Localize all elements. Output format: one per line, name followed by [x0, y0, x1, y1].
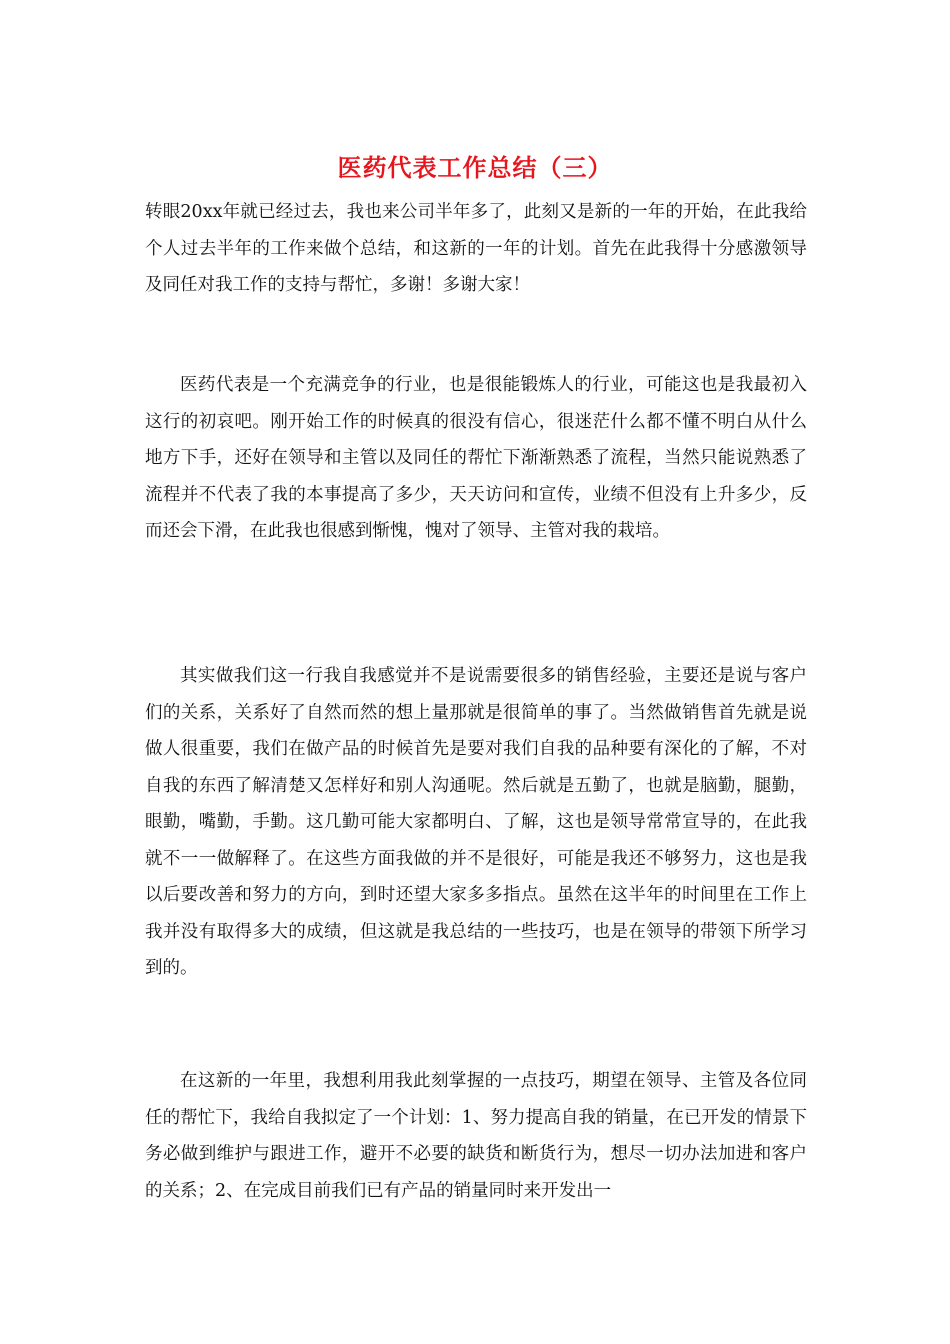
paragraph-experience: 其实做我们这一行我自我感觉并不是说需要很多的销售经验，主要还是说与客户们的关系，关系好了自然而然的想上量那就是很简单的事了。当然做销售首先就是说做人很重要，我们在做产品的时候首先是要对我们自我的品种要有深化的了解，不对自我的东西了解清楚又怎样好和别人沟通呢。然后就是五勤了，也就是脑勤，腿勤，眼勤，嘴勤，手勤。这几勤可能大家都明白、了解，这也是领导常常宣导的，在此我就不一一做解释了。在这些方面我做的并不是很好，可能是我还不够努力，这也是我以后要改善和努力的方向，到时还望大家多多指点。虽然在这半年的时间里在工作上我并没有取得多大的成绩，但这就是我总结的一些技巧，也是在领导的带领下所学习到的。 [145, 666, 807, 978]
paragraph-plan: 在这新的一年里，我想利用我此刻掌握的一点技巧，期望在领导、主管及各位同任的帮忙下，我给自我拟定了一个计划：1、努力提高自我的销量，在已开发的情景下务必做到维护与跟进工作，避开不必要的缺货和断货行为，想尽一切办法加进和客户的关系；2、在完成目前我们已有产品的销量同时来开发出一 [145, 1071, 807, 1201]
document-title: 医药代表工作总结（三） [337, 153, 613, 182]
paragraph-intro: 转眼20xx年就已经过去，我也来公司半年多了，此刻又是新的一年的开始，在此我给个人过去半年的工作来做个总结，和这新的一年的计划。首先在此我得十分感激领导及同任对我工作的支持与帮忙，多谢！多谢大家！ [145, 202, 807, 295]
paragraph-industry: 医药代表是一个充满竞争的行业，也是很能锻炼人的行业，可能这也是我最初入这行的初哀吧。刚开始工作的时候真的很没有信心，很迷茫什么都不懂不明白从什么地方下手，还好在领导和主管以及同任的帮忙下渐渐熟悉了流程，当然只能说熟悉了流程并不代表了我的本事提高了多少，天天访问和宣传，业绩不但没有上升多少，反而还会下滑，在此我也很感到惭愧，愧对了领导、主管对我的栽培。 [145, 375, 807, 541]
